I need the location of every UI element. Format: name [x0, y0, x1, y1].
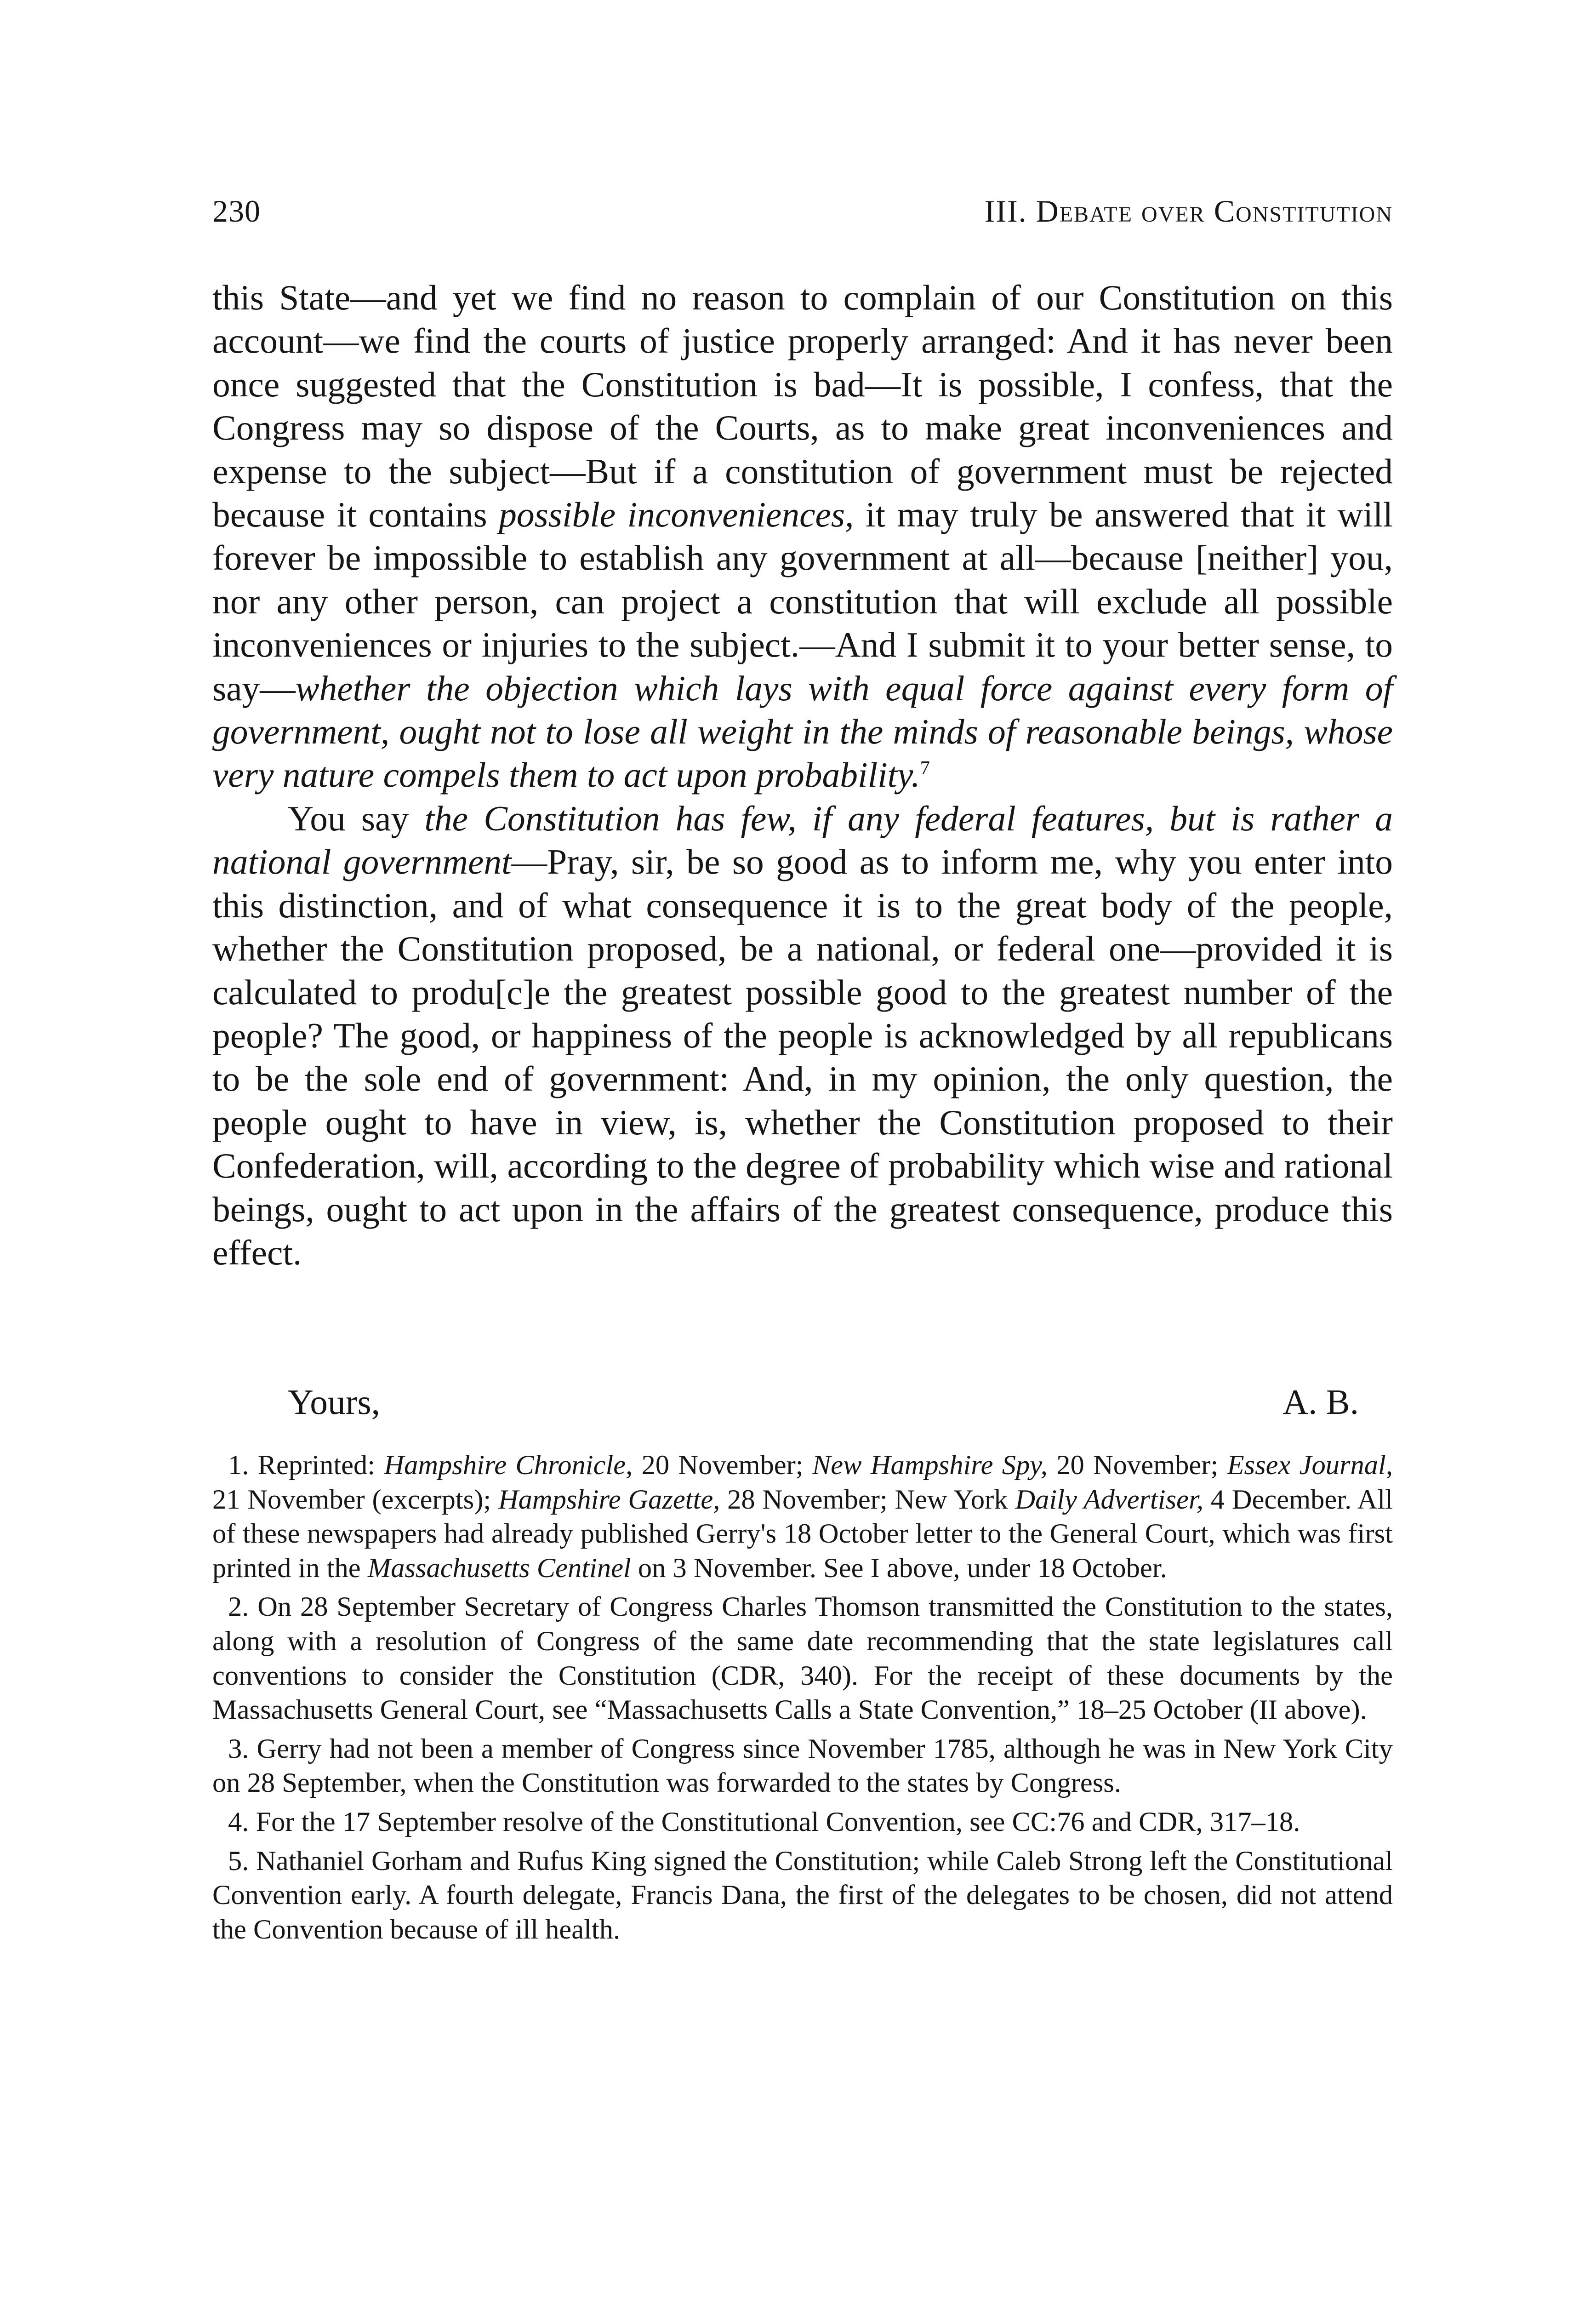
- body-paragraph-1: [212, 276, 1393, 797]
- body-text-run: You say: [288, 798, 425, 838]
- footnote-5: 5. Nathaniel Gorham and Rufus King signed the Constitution; while Caleb Strong left the Constitutional Convention early. A fourth delegate, Francis Dana, the first of the delegates to be chosen, did not attend the Convention because of ill health.: [212, 1845, 1393, 1945]
- footnote-1: [212, 1448, 1393, 1585]
- body-paragraph-2: [212, 797, 1393, 1274]
- italic-run: Essex Journal,: [1227, 1450, 1393, 1481]
- note-text-run: 1. Reprinted:: [228, 1450, 384, 1481]
- italic-run: Hampshire Gazette,: [498, 1484, 720, 1515]
- italic-run: Daily Advertiser,: [1015, 1484, 1203, 1515]
- footnote-3: 3. Gerry had not been a member of Congress since November 1785, although he was in New York City on 28 September, when the Constitution was forwarded to the states by Congress.: [212, 1733, 1393, 1799]
- note-text-run: 28 November; New York: [720, 1484, 1015, 1515]
- note-text-run: 20 November;: [633, 1450, 812, 1481]
- italic-run: whether the objection which lays with equal force against every form of government, ought not to lose all weight in the minds of reasonable beings, whose very nature compels them to act upon probability.: [212, 668, 1393, 795]
- note-text-run: 4 December. All of these newspapers had already published Gerry's 18 October letter to the General Court, which was first printed in the: [212, 1484, 1393, 1584]
- closing: Yours,: [288, 1382, 381, 1422]
- footnotes: [212, 1448, 1393, 1951]
- body-text-run: this State—and yet we find no reason to complain of our Constitution on this account—we find the courts of justice properly arranged: And it has never been once suggested that the Constitution is bad—It is possible, I confess, that the Congress may so dispose of the Courts, as to make great inconveniences and expense to the subject—But if a constitution of government must be rejected because it contains: [212, 278, 1393, 535]
- italic-run: Massachusetts Centinel: [367, 1552, 631, 1584]
- running-head: III. Debate over Constitution: [984, 194, 1393, 229]
- italic-run: possible inconveniences,: [499, 495, 854, 535]
- signature: A. B.: [1282, 1382, 1359, 1422]
- letter-body: [212, 276, 1393, 1274]
- italic-run: New Hampshire Spy,: [812, 1450, 1048, 1481]
- italic-run: Hampshire Chronicle,: [384, 1450, 633, 1481]
- note-text-run: 21 November (excerpts);: [212, 1484, 498, 1515]
- footnote-marker: 7: [920, 757, 930, 779]
- italic-run: the Constitution has few, if any federal features, but is rather a national government: [212, 798, 1393, 882]
- body-text-run: it may truly be answered that it will forever be impossible to establish any government at all—because [neither] you, nor any other person, can project a constitution that will exclude all possible inconveniences or injuries to the subject.—And I submit it to your better sense, to say—: [212, 495, 1393, 708]
- page-number: 230: [212, 194, 261, 229]
- footnote-4: 4. For the 17 September resolve of the Constitutional Convention, see CC:76 and CDR, 317–18.: [228, 1806, 1300, 1837]
- body-text-run: —Pray, sir, be so good as to inform me, why you enter into this distinction, and of what consequence it is to the great body of the people, whether the Constitution proposed, be a national, or federal one—provided it is calculated to produ[c]e the greatest possible good to the greatest number of the people? The good, or happiness of the people is acknowledged by all republicans to be the sole end of government: And, in my opinion, the only question, the people ought to have in view, is, whether the Constitution proposed to their Confederation, will, according to the degree of probability which wise and rational beings, ought to act upon in the affairs of the greatest consequence, produce this effect.: [212, 842, 1393, 1272]
- footnote-2: 2. On 28 September Secretary of Congress Charles Thomson transmitted the Constitution to the states, along with a resolution of Congress of the same date recommending that the state legislatures call conventions to consider the Constitution (CDR, 340). For the receipt of these documents by the Massachusetts General Court, see “Massachusetts Calls a State Convention,” 18–25 October (II above).: [212, 1591, 1393, 1726]
- page-header: [212, 193, 1393, 244]
- note-text-run: on 3 November. See I above, under 18 October.: [631, 1552, 1167, 1584]
- note-text-run: 20 November;: [1047, 1450, 1227, 1481]
